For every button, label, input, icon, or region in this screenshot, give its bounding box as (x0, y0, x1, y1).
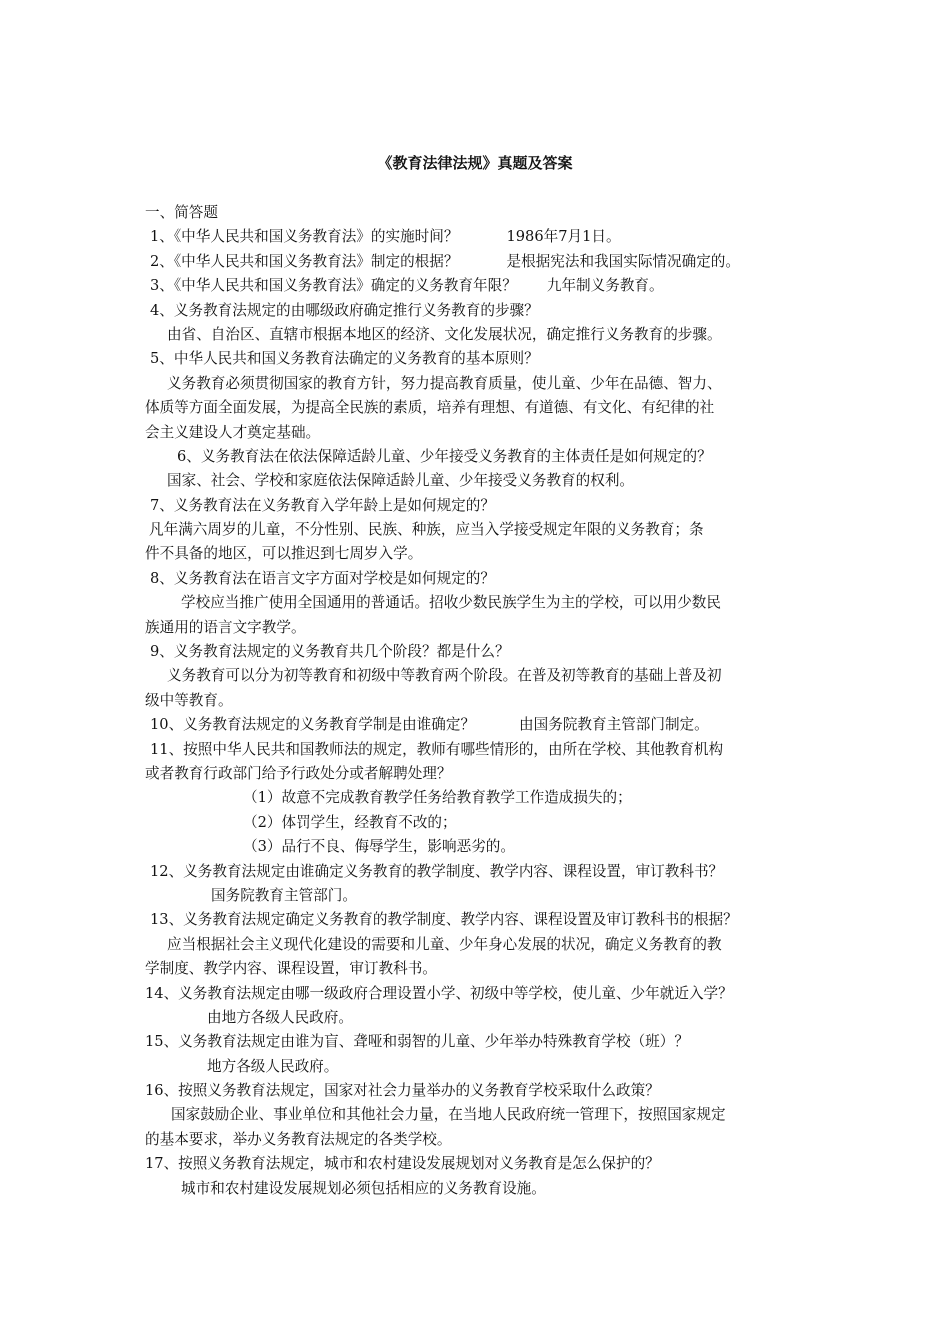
text-line (145, 372, 825, 396)
line-text: 会主义建设人才奠定基础。 (145, 423, 321, 441)
line-text: 城市和农村建设发展规划必须包括相应的义务教育设施。 (181, 1179, 546, 1197)
line-text: 11、按照中华人民共和国教师法的规定，教师有哪些情形的，由所在学校、其他教育机构 (150, 740, 724, 758)
text-line (145, 762, 825, 786)
text-line (145, 567, 825, 591)
text-line (145, 518, 825, 542)
text-line (145, 957, 825, 981)
line-text: 应当根据社会主义现代化建设的需要和儿童、少年身心发展的状况，确定义务教育的教 (167, 935, 722, 953)
line-text: 5、中华人民共和国义务教育法确定的义务教育的基本原则？ (150, 350, 539, 368)
line-text: 学制度、教学内容、课程设置，审订教科书。 (145, 960, 437, 978)
line-text: 件不具备的地区，可以推迟到七周岁入学。 (145, 545, 423, 563)
line-text: 1、《中华人民共和国义务教育法》的实施时间？ (150, 228, 459, 246)
line-text: 17、按照义务教育法规定，城市和农村建设发展规划对义务教育是怎么保护的？ (145, 1155, 660, 1173)
text-line (145, 1055, 825, 1079)
line-text: 4、义务教育法规定的由哪级政府确定推行义务教育的步骤？ (150, 301, 539, 319)
line-text: 国家鼓励企业、事业单位和其他社会力量，在当地人民政府统一管理下，按照国家规定 (171, 1106, 726, 1124)
text-line (145, 616, 825, 640)
line-text: 一、简答题 (145, 204, 218, 221)
text-line (145, 225, 825, 249)
inline-answer: 是根据宪法和我国实际情况确定的。 (506, 252, 740, 270)
line-text: 的基本要求，举办义务教育法规定的各类学校。 (145, 1130, 452, 1148)
line-text: 族通用的语言文字教学。 (145, 618, 306, 636)
text-line (145, 1177, 825, 1201)
line-text: 或者教育行政部门给予行政处分或者解聘处理？ (145, 764, 452, 782)
text-line (145, 908, 825, 932)
document-body (145, 201, 825, 1201)
line-text: 14、义务教育法规定由哪一级政府合理设置小学、初级中等学校，使儿童、少年就近入学？ (145, 984, 733, 1002)
line-text: 7、义务教育法在义务教育入学年龄上是如何规定的？ (150, 496, 495, 514)
line-text: 13、义务教育法规定确定义务教育的教学制度、教学内容、课程设置及审订教科书的根据？ (150, 911, 738, 929)
line-text: 国家、社会、学校和家庭依法保障适龄儿童、少年接受义务教育的权利。 (167, 472, 635, 490)
text-line (145, 860, 825, 884)
line-text: 6、义务教育法在依法保障适龄儿童、少年接受义务教育的主体责任是如何规定的？ (177, 447, 712, 465)
inline-answer: 由国务院教育主管部门制定。 (519, 716, 709, 734)
line-text: 9、义务教育法规定的义务教育共几个阶段？都是什么？ (150, 643, 510, 661)
text-line (145, 274, 825, 298)
inline-answer: 1986年7月1日。 (506, 228, 621, 246)
text-line (145, 347, 825, 371)
line-text: （2）体罚学生，经教育不改的； (243, 813, 457, 831)
line-text: 12、义务教育法规定由谁确定义务教育的教学制度、教学内容、课程设置，审订教科书？ (150, 862, 724, 880)
text-line (145, 1030, 825, 1054)
line-text: 由地方各级人民政府。 (207, 1008, 353, 1026)
text-line (145, 250, 825, 274)
line-text: 15、义务教育法规定由谁为盲、聋哑和弱智的儿童、少年举办特殊教育学校（班）？ (145, 1033, 689, 1051)
text-line (145, 1152, 825, 1176)
line-text: 8、义务教育法在语言文字方面对学校是如何规定的？ (150, 569, 495, 587)
text-line (145, 884, 825, 908)
text-line (145, 640, 825, 664)
text-line (145, 835, 825, 859)
text-line (145, 469, 825, 493)
inline-answer: 九年制义务教育。 (546, 277, 664, 295)
line-text: 地方各级人民政府。 (207, 1057, 339, 1075)
text-line (145, 591, 825, 615)
text-line (145, 811, 825, 835)
line-text: 凡年满六周岁的儿童，不分性别、民族、种族，应当入学接受规定年限的义务教育；条 (149, 521, 704, 539)
document-title: 《教育法律法规》真题及答案 (377, 154, 573, 172)
text-line (145, 445, 825, 469)
text-line (145, 396, 825, 420)
text-line (145, 542, 825, 566)
text-line (145, 201, 825, 225)
text-line (145, 1079, 825, 1103)
line-text: （3）品行不良、侮辱学生，影响恶劣的。 (243, 838, 515, 856)
line-text: 义务教育可以分为初等教育和初级中等教育两个阶段。在普及初等教育的基础上普及初 (167, 667, 722, 685)
text-line (145, 1006, 825, 1030)
line-text: 国务院教育主管部门。 (211, 886, 357, 904)
line-text: 16、按照义务教育法规定，国家对社会力量举办的义务教育学校采取什么政策？ (145, 1082, 660, 1100)
text-line (145, 933, 825, 957)
line-text: 义务教育必须贯彻国家的教育方针，努力提高教育质量，使儿童、少年在品德、智力、 (167, 374, 722, 392)
text-line (145, 786, 825, 810)
text-line (145, 299, 825, 323)
line-text: 3、《中华人民共和国义务教育法》确定的义务教育年限？ (150, 277, 517, 295)
text-line (145, 1103, 825, 1127)
text-line (145, 494, 825, 518)
line-text: （1）故意不完成教育教学任务给教育教学工作造成损失的； (243, 789, 632, 807)
text-line (145, 323, 825, 347)
line-text: 10、义务教育法规定的义务教育学制是由谁确定？ (150, 716, 476, 734)
text-line (145, 1128, 825, 1152)
text-line (145, 664, 825, 688)
text-line (145, 713, 825, 737)
line-text: 级中等教育。 (145, 691, 233, 709)
line-text: 体质等方面全面发展，为提高全民族的素质，培养有理想、有道德、有文化、有纪律的社 (145, 399, 715, 417)
line-text: 2、《中华人民共和国义务教育法》制定的根据？ (150, 252, 459, 270)
line-text: 由省、自治区、直辖市根据本地区的经济、文化发展状况，确定推行义务教育的步骤。 (167, 325, 722, 343)
text-line (145, 738, 825, 762)
line-text: 学校应当推广使用全国通用的普通话。招收少数民族学生为主的学校，可以用少数民 (181, 594, 721, 612)
text-line (145, 982, 825, 1006)
text-line (145, 421, 825, 445)
text-line (145, 689, 825, 713)
